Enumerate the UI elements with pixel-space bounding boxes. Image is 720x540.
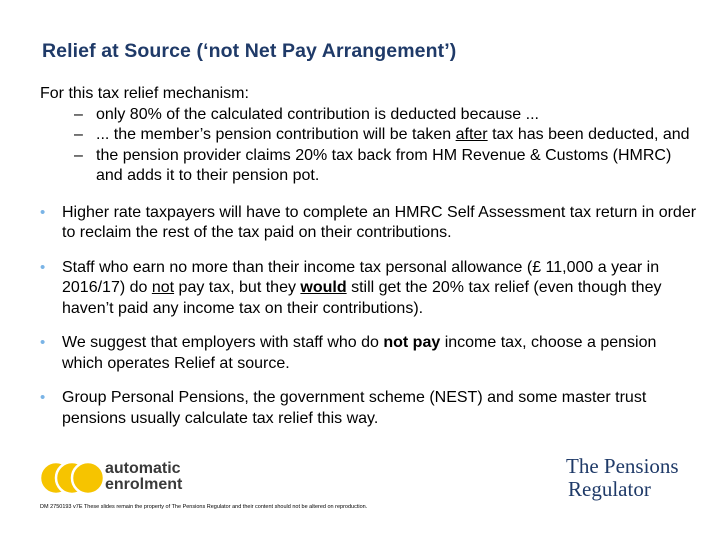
logo-line: Regulator [568,477,651,501]
bullet-text: Group Personal Pensions, the government scheme (NEST) and some master trust pensions usually calculate tax relief this way. [62,389,647,427]
bullet-dot: • [40,258,46,276]
bullet-item [40,203,700,244]
automatic-enrolment-wordmark [105,461,182,493]
bullet-dot: • [40,389,46,406]
dash-marker: – [74,146,83,164]
emphasis-not-pay: not pay [383,334,441,351]
sub-item [40,125,700,146]
emphasis-not: not [151,279,175,296]
dash-marker: – [74,126,83,143]
logo-line: The Pensions [566,454,679,478]
bullet-dot: • [40,334,46,351]
sub-item [40,105,700,126]
bullet-dot: • [40,203,46,221]
bullet-text: Higher rate taxpayers will have to complete an HMRC Self Assessment tax return in order to reclaim the rest of the tax paid on their contributions. [62,203,697,241]
bullet-text: Staff who earn no more than their income tax personal allowance (£ 11,000 a year in 2016/17) do [62,258,660,296]
sub-item-text: the pension provider claims 20% tax back from HM Revenue & Customs (HMRC) and adds it to their pension pot. [96,146,672,184]
emphasis-would: would [300,279,347,296]
wordmark-line: automatic [105,460,181,477]
sub-list [40,105,700,187]
slide-content [40,84,700,429]
bullet-text: still get the 20% tax relief (even though they haven’t paid any income tax on their contributions). [62,279,662,317]
sub-item-text: only 80% of the calculated contribution is deducted because ... [96,105,539,123]
bullet-item [40,388,700,429]
footer-disclaimer: DM 2750193 v7E These slides remain the property of The Pensions Regulator and their content should not be altered on reproduction. [40,504,368,510]
intro-text: For this tax relief mechanism: [40,85,249,102]
slide-title: Relief at Source (‘not Net Pay Arrangement’) [42,40,457,62]
pensions-regulator-logo [566,455,679,501]
dash-marker: – [74,105,83,123]
sub-item-text: tax has been deducted, and [487,126,690,143]
emphasis-after: after [455,126,488,143]
wordmark-line: enrolment [105,476,183,493]
bullet-text: We suggest that employers with staff who do [62,334,384,351]
sub-item-text: ... the member’s pension contribution will be taken [96,126,456,143]
bullet-text: pay tax, but they [174,279,301,296]
sub-item [40,146,700,187]
bullet-text: income tax, choose a pension which operates Relief at source. [62,334,657,372]
bullet-item [40,333,700,374]
bullet-list [40,203,700,430]
bullet-item [40,258,700,320]
